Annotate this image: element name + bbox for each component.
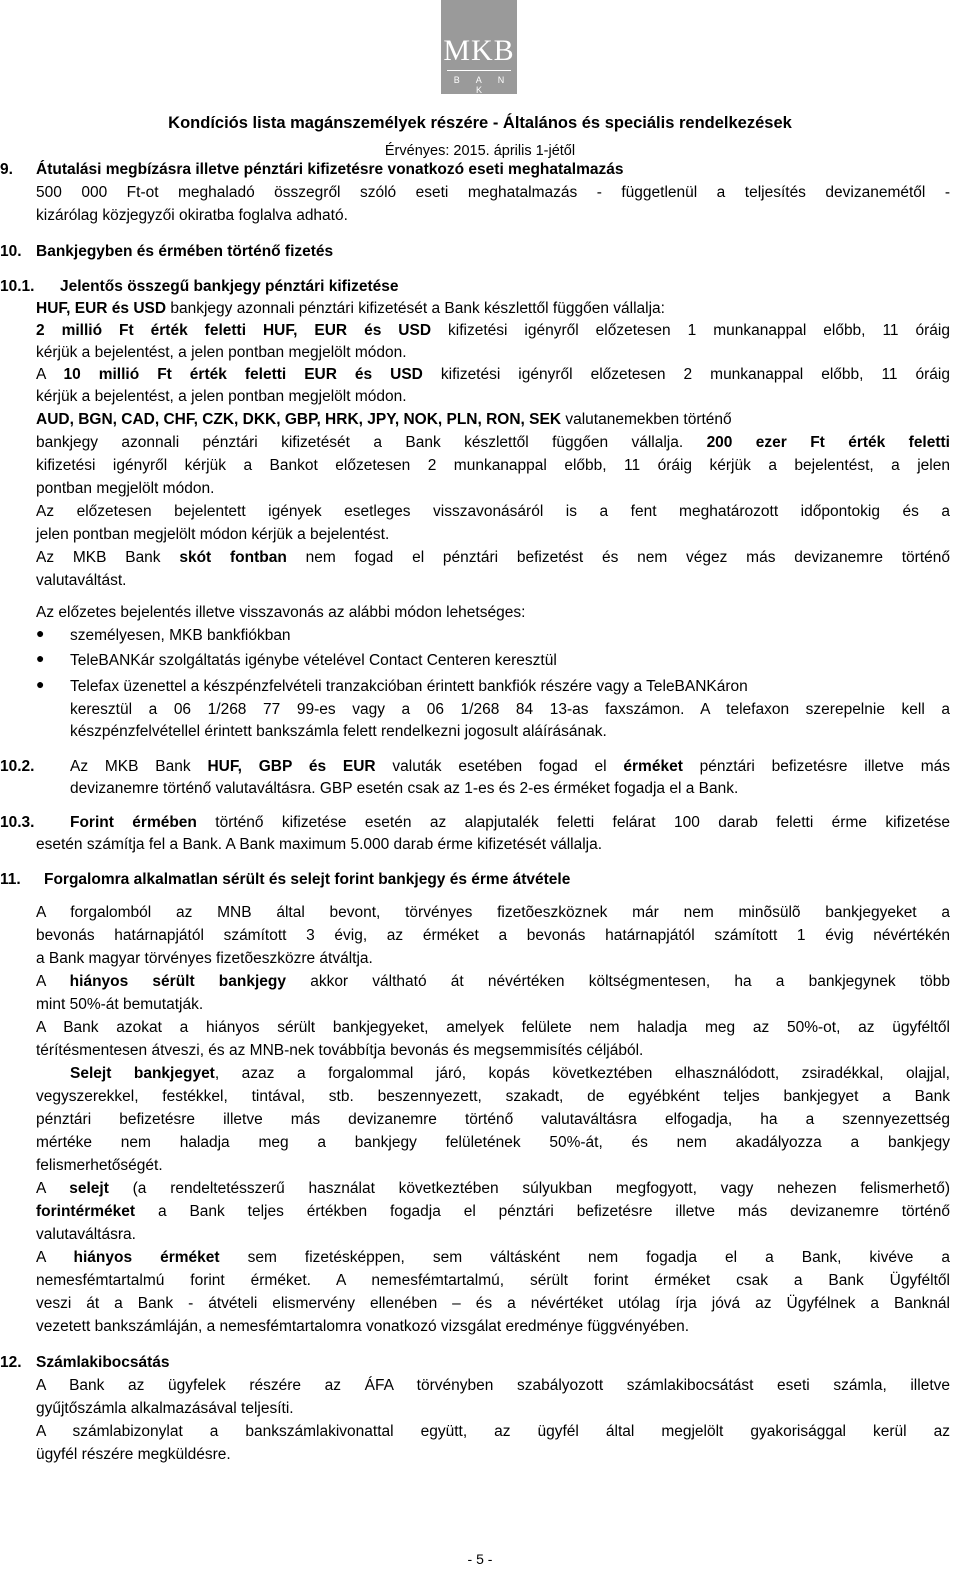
s101-line: kérjük a bejelentést, a jelen pontban megjelölt módon. [36,388,407,405]
section-11-heading [0,869,950,891]
s11-line: Selejt bankjegyet, azaz a forgalommal járó, kopás következtében elhasználódott, zsiradékkal, olajjal, [70,1065,950,1082]
s11-line: A selejt (a rendeltetésszerű használat következtében súlyukban megfogyott, vagy nehezen felismerhető) [36,1180,950,1197]
section-number: 12. [0,1354,22,1371]
section-9-line: 500 000 Ft-ot meghaladó összegről szóló eseti meghatalmazás - függetlenül a teljesítés devizanemétől - [36,184,950,201]
section-number: 11. [0,871,21,888]
s12-line: ügyfél részére megküldésre. [36,1446,231,1463]
s101-line: 2 millió Ft érték feletti HUF, EUR és USD kifizetési igényről előzetesen 1 munkanappal előbb, 11 óráig [36,322,950,339]
s12-line: A Bank az ügyfelek részére az ÁFA törvényben szabályozott számlakibocsátást eseti számla, illetve [36,1377,950,1394]
logo-sub: B A N K [453,75,512,95]
s11-line: mint 50%-át bemutatják. [36,996,204,1013]
s11-line: A hiányos érméket sem fizetésképpen, sem váltásként nem fogadja el a Bank, kivéve a [36,1249,951,1266]
section-number: 10.2. [0,758,35,775]
section-9-heading [0,159,950,181]
s101-line: AUD, BGN, CAD, CHF, CZK, DKK, GBP, HRK, JPY, NOK, PLN, RON, SEK valutanemekben történő [36,411,732,428]
section-10-3-line: 10.3. Forint érmében történő kifizetése esetén az alapjutalék feletti felárat 100 darab feletti érme kifizetése [70,812,950,834]
logo-brand: MKB [443,34,515,67]
s11-line: felismerhetőségét. [36,1157,163,1174]
section-title: Számlakibocsátás [36,1354,170,1371]
s11-line: térítésmentesen átveszi, és az MNB-nek továbbítja bevonás és megsemmisítés céljából. [36,1042,644,1059]
s11-line: a Bank magyar törvényes fizetõeszközre átváltja. [36,950,373,967]
list-item-line: készpénzfelvétellel érintett bankszámla felett rendelkezni jogosult aláírásának. [70,723,607,740]
section-number: 10.1. [0,278,35,295]
bullet-icon: ● [36,676,45,692]
s11-line: pénztári befizetésre illetve más devizanemre történő valutaváltásra elfogadja, ha a szennyezettség [36,1111,950,1128]
s101-line: Az MKB Bank skót fontban nem fogad el pénztári befizetést és nem végez más devizanemre történő [36,549,950,566]
document-title: Kondíciós lista magánszemélyek részére - Általános és speciális rendelkezések [168,114,792,132]
validity-date: Érvényes: 2015. április 1-jétől [384,143,576,159]
s12-line: A számlabizonylat a bankszámlakivonattal együtt, az ügyfél által megjelölt gyakorisággal kerül az [36,1423,950,1440]
s101-line: valutaváltást. [36,572,127,589]
bullet-icon: ● [36,650,45,666]
s12-line: gyűjtőszámla alkalmazásával teljesíti. [36,1400,294,1417]
s11-line: vezetett bankszámláján, a nemesfémtartalomra vonatkozó vizsgálat eredménye függvényében. [36,1318,690,1335]
list-item: személyesen, MKB bankfiókban [70,627,291,644]
s101-line: pontban megjelölt módon. [36,480,215,497]
section-12-heading [0,1352,950,1374]
list-item: Telefax üzenettel a készpénzfelvételi tranzakcióban érintett bankfiók részére vagy a TeleBANKáron [70,678,748,695]
s11-line: bevonás határnapjától számított 3 évig, az érméket a bevonás határnapjától számított 1 évig névértékén [36,927,950,944]
section-number: 10. [0,243,22,260]
logo-rule [447,70,511,71]
s11-line: forintérméket a Bank teljes értékben fogadja el pénztári befizetésre illetve más devizanemre történő [36,1203,950,1220]
section-title: Átutalási megbízásra illetve pénztári kifizetésre vonatkozó eseti meghatalmazás [36,161,624,178]
s11-line: valutaváltásra. [36,1226,136,1243]
section-number: 9. [0,161,13,178]
mkb-bank-logo [441,0,517,94]
s11-line: vegyszerekkel, festékkel, tintával, stb. beszennyezett, szakadt, de egyébként teljes bankjegyet a Bank [36,1088,950,1105]
s101-line: kifizetési igényről kérjük a Bankot előzetesen 2 munkanappal előbb, 11 óráig kérjük a bejelentést, a jelen [36,457,950,474]
s11-line: nemesfémtartalmú forint érméket. A nemesfémtartalmú, sérült forint érméket csak a Bank Ügyféltől [36,1272,950,1289]
section-title: Jelentős összegű bankjegy pénztári kifizetése [60,278,399,295]
s11-line: veszi át a Bank - átvételi elismervény ellenében – és a névértéket utólag írja jóvá az Ügyfélnek a Banknál [36,1295,950,1312]
s101-line: jelen pontban megjelölt módon kérjük a bejelentést. [36,526,390,543]
s101-line: A 10 millió Ft érték feletti EUR és USD kifizetési igényről előzetesen 2 munkanappal előbb, 11 óráig [36,366,950,383]
s11-line: A Bank azokat a hiányos sérült bankjegyeket, amelyek felülete nem haladja meg az 50%-ot, az ügyféltől [36,1019,950,1036]
s11-line: mértéke nem haladja meg a bankjegy felületének 50%-át, és nem akadályozza a bankjegy [36,1134,950,1151]
section-10-2-line: 10.2. Az MKB Bank HUF, GBP és EUR valuták esetében fogad el érméket pénztári befizetésre illetve más [70,756,950,778]
page-number: - 5 - [467,1551,493,1567]
s101-line: Az előzetesen bejelentett igények esetleges visszavonásáról is a fent meghatározott időpontokig és a [36,503,950,520]
section-number: 10.3. [0,814,35,831]
list-item: TeleBANKár szolgáltatás igénybe vételével Contact Centeren keresztül [70,652,557,669]
s101-line: bankjegy azonnali pénztári kifizetését a Bank készlettől függően vállalja. 200 ezer Ft érték feletti [36,434,950,451]
section-10-2-line: devizanemre történő valutaváltásra. GBP esetén csak az 1-es és 2-es érméket fogadja el a Bank. [70,780,739,797]
s101-line: Az előzetes bejelentés illetve visszavonás az alábbi módon lehetséges: [36,604,526,621]
section-10-3-line: esetén számítja fel a Bank. A Bank maximum 5.000 darab érme kifizetését vállalja. [36,836,603,853]
s11-line: A hiányos sérült bankjegy akkor váltható át névértéken költségmentesen, ha a bankjegynek több [36,973,950,990]
section-title: Bankjegyben és érmében történő fizetés [36,243,334,260]
s11-line: A forgalomból az MNB által bevont, törvényes fizetõeszköznek már nem minõsülõ bankjegyeket a [36,904,950,921]
s101-line: HUF, EUR és USD bankjegy azonnali pénztári kifizetését a Bank készlettől függően vállalja: [36,300,665,317]
section-title: Forgalomra alkalmatlan sérült és selejt forint bankjegy és érme átvétele [44,871,571,888]
section-9-line: kizárólag közjegyzői okiratba foglalva adható. [36,207,348,224]
bullet-icon: ● [36,625,45,641]
list-item-line: keresztül a 06 1/268 77 99-es vagy a 06 1/268 84 13-as faxszámon. A telefaxon szerepelnie kell a [70,701,950,718]
section-10-1-heading [0,276,950,298]
section-10-heading [0,241,950,263]
s101-line: kérjük a bejelentést, a jelen pontban megjelölt módon. [36,344,407,361]
